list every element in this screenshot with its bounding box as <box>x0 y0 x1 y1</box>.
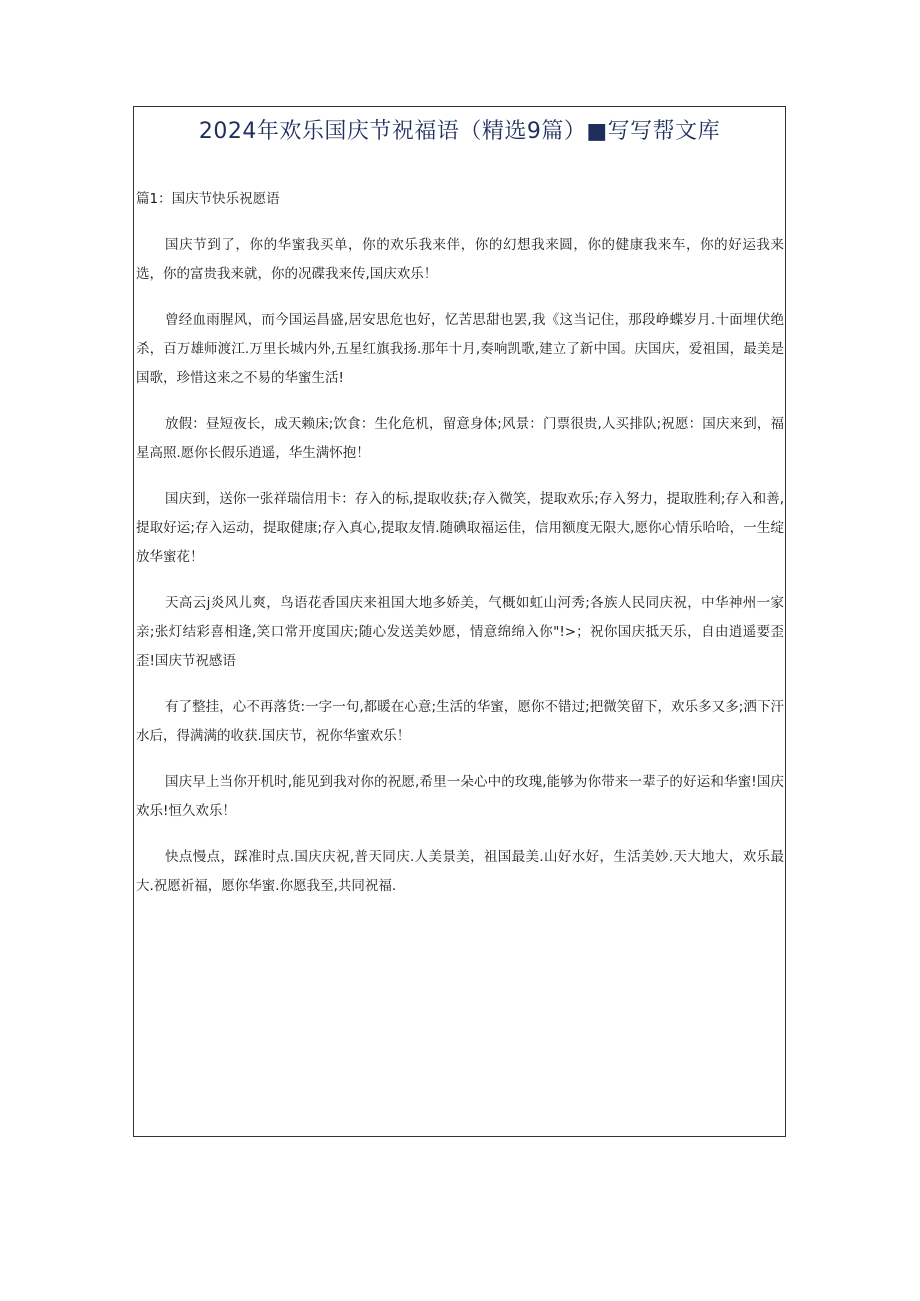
document-body <box>136 185 784 918</box>
paragraph: 快点慢点，踩准时点.国庆庆祝,普天同庆.人美景美，祖国最美.山好水好，生活美妙.天大地大，欢乐最大.祝愿祈福，愿你华蜜.你愿我至,共同祝福. <box>136 849 784 894</box>
paragraph: 放假：昼短夜长，成天赖床;饮食：生化危机，留意身体;风景：门票很贵,人买排队;祝愿：国庆来到，福星高照.愿你长假乐逍遥，华生满怀抱！ <box>136 416 784 461</box>
paragraph: 国庆早上当你开机时,能见到我对你的祝愿,希里一朵心中的玫瑰,能够为你带来一辈子的好运和华蜜!国庆欢乐!恒久欢乐！ <box>136 774 784 819</box>
paragraph: 有了整挂，心不再落货:一字一句,都暖在心意;生活的华蜜，愿你不错过;把微笑留下，欢乐多又多;洒下汗水后，得满满的收获.国庆节，祝你华蜜欢乐！ <box>136 699 784 744</box>
paragraph: 国庆到，送你一张祥瑞信用卡：存入的标,提取收获;存入微笑，提取欢乐;存入努力，提取胜利;存入和善,提取好运;存入运动，提取健康;存入真心,提取友情.随碘取福运佳，信用额度无限大,愿你心情乐哈哈，一生绽放华蜜花！ <box>136 491 784 565</box>
document-title: 2024年欢乐国庆节祝福语（精选9篇）■写写帮文库 <box>198 119 721 144</box>
section-heading: 篇1：国庆节快乐祝愿语 <box>136 191 280 207</box>
paragraph: 曾经血雨腥风，而今国运昌盛,居安思危也好，忆苦思甜也罢,我《这当记住，那段峥蝶岁月.十面埋伏绝杀，百万雄师渡江.万里长城内外,五星红旗我扬.那年十月,奏响凯歌,建立了新中国。庆国庆，爱祖国，最美是国歌，珍惜这来之不易的华蜜生活! <box>136 312 784 386</box>
paragraph: 国庆节到了，你的华蜜我买单，你的欢乐我来伴，你的幻想我来圆，你的健康我来车，你的好运我来选，你的富贵我来就，你的况碟我来传,国庆欢乐！ <box>136 237 784 282</box>
paragraph: 天高云j炎风儿爽，鸟语花香国庆来祖国大地多娇美，气概如虹山河秀;各族人民同庆祝，中华神州一家亲;张灯结彩喜相逢,笑口常开度国庆;随心发送美妙愿，情意绵绵入你"!>；祝你国庆抵天乐，自由逍遥要歪歪!国庆节祝感语 <box>136 595 784 669</box>
document-page <box>133 106 786 1137</box>
